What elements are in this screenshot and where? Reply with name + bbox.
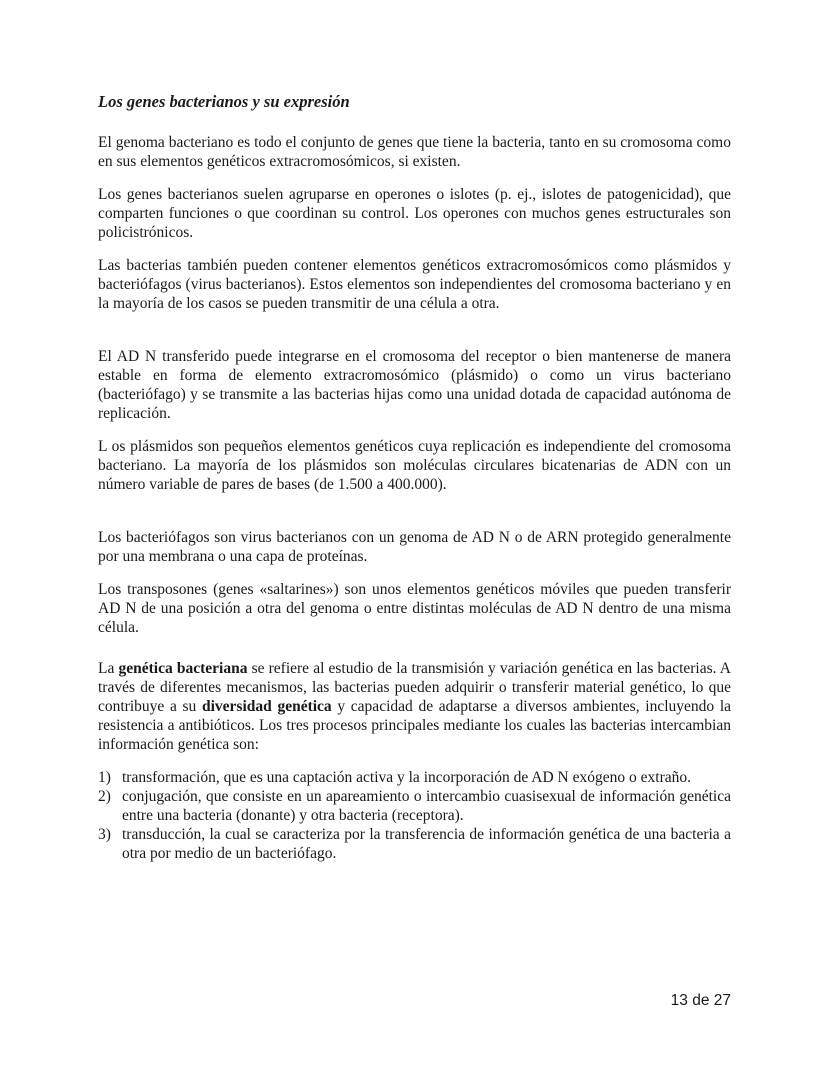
list-item-number: 1) (98, 769, 111, 786)
paragraph-plasmidos: L os plásmidos son pequeños elementos genéticos cuya replicación es independiente del cromosoma bacteriano. La mayoría de los plásmidos son moléculas circulares bicatenarias de ADN con un número variable de pares de bases (de 1.500 a 400.000). (98, 438, 731, 493)
text-segment: La (98, 660, 119, 677)
list-item-number: 2) (98, 788, 111, 805)
bold-term-diversidad-genetica: diversidad genética (202, 698, 332, 715)
numbered-list (98, 768, 731, 863)
paragraph-operones: Los genes bacterianos suelen agruparse en operones o islotes (p. ej., islotes de patogenicidad), que comparten funciones o que coordinan su control. Los operones con muchos genes estructurales son policistrónicos. (98, 186, 731, 241)
paragraph-genoma: El genoma bacteriano es todo el conjunto de genes que tiene la bacteria, tanto en su cromosoma como en sus elementos genéticos extracromosómicos, si existen. (98, 134, 731, 170)
paragraph-transposones: Los transposones (genes «saltarines») son unos elementos genéticos móviles que pueden transferir AD N de una posición a otra del genoma o entre distintas moléculas de AD N dentro de una misma célula. (98, 581, 731, 636)
bold-term-genetica-bacteriana: genética bacteriana (118, 660, 248, 677)
document-title: Los genes bacterianos y su expresión (98, 92, 350, 111)
text-segment: se refiere al estudio de la transmisión y variación genética en las bacterias. A través de diferentes mecanismos, las bacterias pueden adquirir o transferir material genético, lo que contribuye a su (98, 660, 731, 715)
paragraph-bacteriofagos: Los bacteriófagos son virus bacterianos con un genoma de AD N o de ARN protegido generalmente por una membrana o una capa de proteínas. (98, 529, 731, 565)
list-item-text: transducción, la cual se caracteriza por la transferencia de información genética de una bacteria a otra por medio de un bacteriófago. (122, 826, 731, 862)
paragraph-adn-transferido: El AD N transferido puede integrarse en el cromosoma del receptor o bien mantenerse de manera estable en forma de elemento extracromosómico (plásmido) o como un virus bacteriano (bacteriófago) y se transmite a las bacterias hijas como una unidad dotada de capacidad autónoma de replicación. (98, 348, 731, 422)
list-item-text: transformación, que es una captación activa y la incorporación de AD N exógeno o extraño. (122, 769, 691, 786)
paragraph-plasmidos-bacteriofagos: Las bacterias también pueden contener elementos genéticos extracromosómicos como plásmidos y bacteriófagos (virus bacterianos). Estos elementos son independientes del cromosoma bacteriano y en la mayoría de los casos se pueden transmitir de una célula a otra. (98, 257, 731, 312)
list-item-transduccion (98, 825, 731, 863)
list-item-number: 3) (98, 826, 111, 843)
text-segment: y capacidad de adaptarse a diversos ambientes, incluyendo la resistencia a antibióticos. Los tres procesos principales mediante los cuales las bacterias intercambian información genética son: (98, 698, 731, 753)
list-item-text: conjugación, que consiste en un apareamiento o intercambio cuasisexual de información genética entre una bacteria (donante) y otra bacteria (receptora). (122, 788, 731, 824)
list-item-conjugacion (98, 787, 731, 825)
page-number: 13 de 27 (670, 992, 731, 1009)
paragraph-genetica-bacteriana (98, 659, 731, 754)
list-item-transformacion (98, 768, 731, 787)
